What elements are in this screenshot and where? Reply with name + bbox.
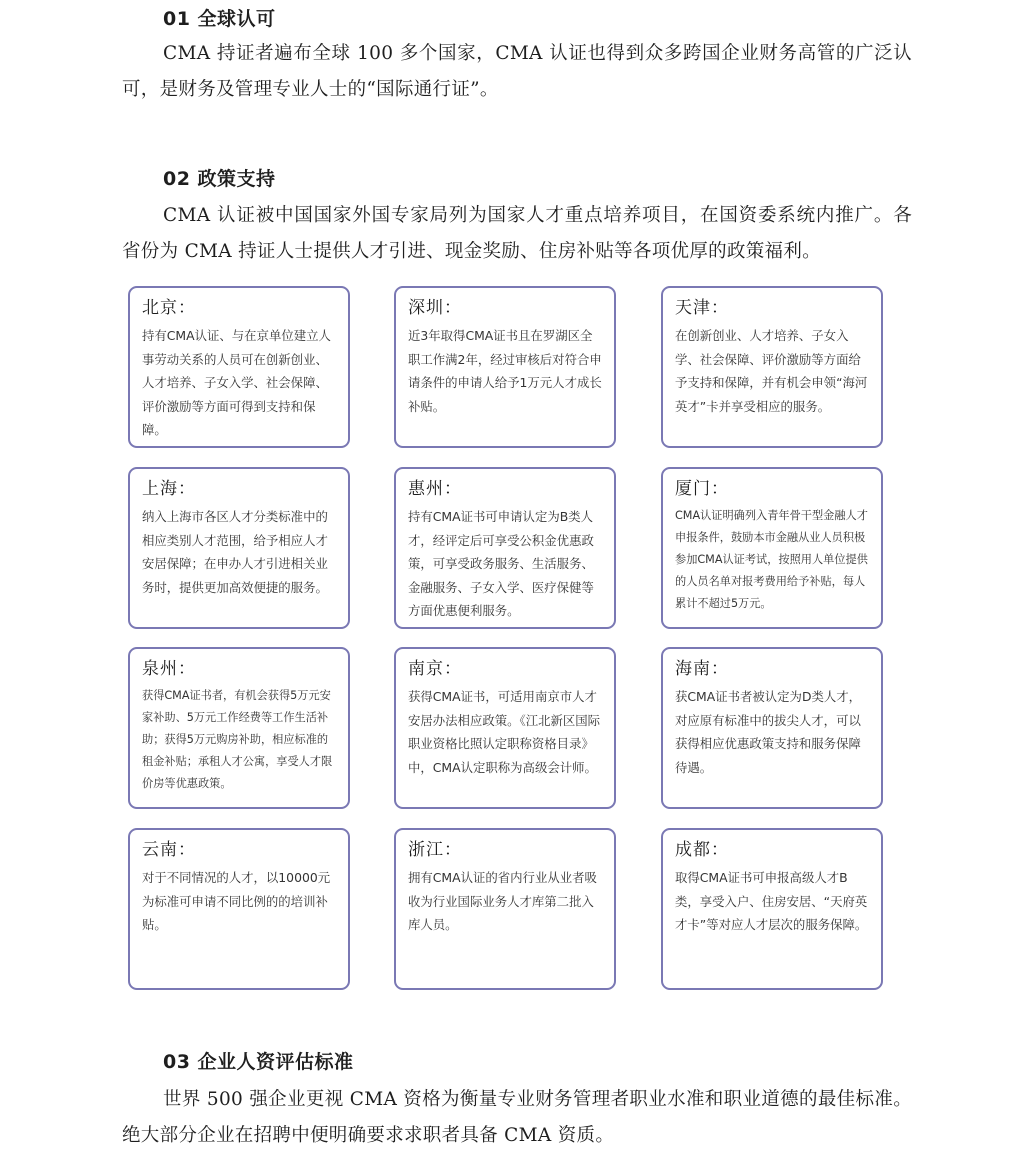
card-description: 持有CMA证书可申请认定为B类人才，经评定后可享受公积金优惠政策，可享受政务服务、生活服务、金融服务、子女入学、医疗保健等方面优惠便利服务。 — [408, 509, 594, 618]
policy-card-tianjin — [661, 286, 883, 448]
card-city-name: 惠州： — [408, 479, 462, 499]
policy-card-shenzhen — [394, 286, 616, 448]
card-description: 获得CMA证书者，有机会获得5万元安家补助、5万元工作经费等工作生活补助；获得5万元购房补助，相应标准的租金补贴；承租人才公寓，享受人才限价房等优惠政策。 — [142, 689, 333, 790]
policy-card-huizhou — [394, 467, 616, 629]
card-city-name: 上海： — [142, 479, 196, 499]
policy-card-nanjing — [394, 647, 616, 809]
card-description: 取得CMA证书可申报高级人才B类，享受入户、住房安居、“天府英才卡”等对应人才层次的服务保障。 — [675, 870, 868, 932]
card-city-name: 海南： — [675, 659, 729, 679]
card-city-name: 深圳： — [408, 298, 462, 318]
card-description: 对于不同情况的人才，以10000元为标准可申请不同比例的的培训补贴。 — [142, 870, 331, 932]
card-city-name: 北京： — [142, 298, 196, 318]
section-title-hr-evaluation-standard: 03 企业人资评估标准 — [163, 1051, 354, 1073]
card-description: CMA认证明确列入青年骨干型金融人才申报条件，鼓励本市金融从业人员积极参加CMA认证考试，按照用人单位提供的人员名单对报考费用给予补贴，每人累计不超过5万元。 — [675, 509, 868, 610]
section-title-global-recognition: 01 全球认可 — [163, 8, 276, 30]
card-description: 获得CMA证书，可适用南京市人才安居办法相应政策。《江北新区国际职业资格比照认定职称资格目录》中，CMA认定职称为高级会计师。 — [408, 689, 601, 775]
card-city-name: 成都： — [675, 840, 729, 860]
policy-card-chengdu — [661, 828, 883, 990]
card-city-name: 泉州： — [142, 659, 196, 679]
policy-card-zhejiang — [394, 828, 616, 990]
policy-card-beijing — [128, 286, 350, 448]
card-city-name: 浙江： — [408, 840, 462, 860]
card-city-name: 南京： — [408, 659, 462, 679]
policy-card-quanzhou — [128, 647, 350, 809]
card-city-name: 天津： — [675, 298, 729, 318]
card-description: 获CMA证书者被认定为D类人才，对应原有标准中的拔尖人才，可以获得相应优惠政策支持和服务保障待遇。 — [675, 689, 862, 775]
policy-card-yunnan — [128, 828, 350, 990]
card-description: 近3年取得CMA证书且在罗湖区全职工作满2年，经过审核后对符合申请条件的申请人给予1万元人才成长补贴。 — [408, 328, 602, 414]
paragraph-policy-support: CMA 认证被中国国家外国专家局列为国家人才重点培养项目，在国资委系统内推广。各省份为 CMA 持证人士提供人才引进、现金奖励、住房补贴等各项优厚的政策福利。 — [122, 205, 912, 262]
policy-card-xiamen — [661, 467, 883, 629]
paragraph-hr-evaluation-standard: 世界 500 强企业更视 CMA 资格为衡量专业财务管理者职业水准和职业道德的最佳标准。绝大部分企业在招聘中便明确要求求职者具备 CMA 资质。 — [122, 1089, 912, 1146]
card-description: 在创新创业、人才培养、子女入学、社会保障、评价激励等方面给予支持和保障，并有机会申领“海河英才”卡并享受相应的服务。 — [675, 328, 868, 414]
card-description: 纳入上海市各区人才分类标准中的相应类别人才范围，给予相应人才安居保障；在申办人才引进相关业务时，提供更加高效便捷的服务。 — [142, 509, 328, 595]
card-description: 持有CMA认证、与在京单位建立人事劳动关系的人员可在创新创业、人才培养、子女入学、社会保障、评价激励等方面可得到支持和保障。 — [142, 328, 331, 437]
card-city-name: 云南： — [142, 840, 196, 860]
policy-card-shanghai — [128, 467, 350, 629]
policy-card-hainan — [661, 647, 883, 809]
card-description: 拥有CMA认证的省内行业从业者吸收为行业国际业务人才库第二批入库人员。 — [408, 870, 597, 932]
paragraph-global-recognition: CMA 持证者遍布全球 100 多个国家，CMA 认证也得到众多跨国企业财务高管的广泛认可，是财务及管理专业人士的“国际通行证”。 — [122, 43, 912, 100]
card-city-name: 厦门： — [675, 479, 729, 499]
section-title-policy-support: 02 政策支持 — [163, 168, 276, 190]
